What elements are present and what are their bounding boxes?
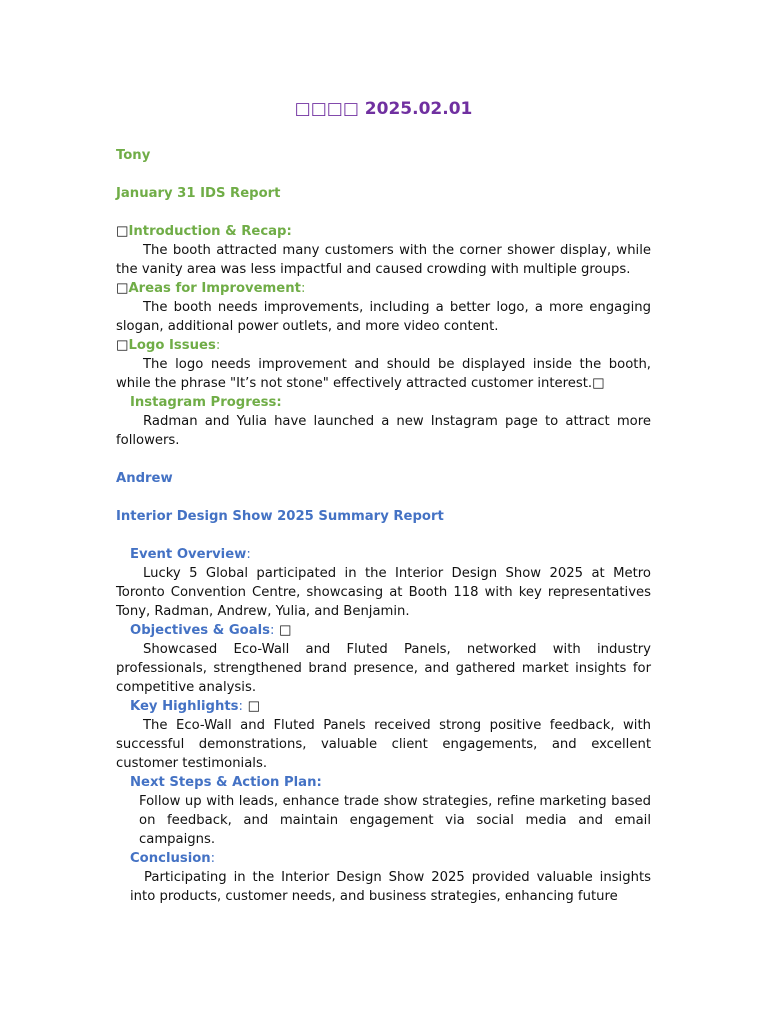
- section-heading: [116, 279, 651, 298]
- section-body: Showcased Eco-Wall and Fluted Panels, networked with industry professionals, strengthened brand presence, and gathered market insights for competitive analysis.: [116, 642, 651, 695]
- author-name-andrew: Andrew: [116, 471, 173, 486]
- section-body: The booth needs improvements, including a better logo, a more engaging slogan, additional power outlets, and more video content.: [116, 300, 651, 334]
- section-body: Lucky 5 Global participated in the Interior Design Show 2025 at Metro Toronto Convention Centre, showcasing at Booth 118 with key representatives Tony, Radman, Andrew, Yulia, and Benjamin.: [116, 566, 651, 619]
- section-heading-colon: :: [238, 699, 243, 714]
- author-name-tony: Tony: [116, 148, 151, 163]
- section-body: The logo needs improvement and should be displayed inside the booth, while the phrase "It’s not stone" effectively attracted customer interest.□: [116, 357, 651, 391]
- section-heading: [116, 393, 651, 412]
- section-heading-label: Logo Issues: [128, 338, 216, 353]
- section-heading: [116, 336, 651, 355]
- section-heading-label: Next Steps & Action Plan:: [130, 775, 322, 790]
- section-body: The booth attracted many customers with the corner shower display, while the vanity area was less impactful and caused crowding with multiple groups.: [116, 243, 651, 277]
- missing-glyph-icon: □: [116, 281, 129, 296]
- section-heading: [116, 621, 651, 640]
- section-heading-label: Introduction & Recap:: [128, 224, 292, 239]
- section-body: Radman and Yulia have launched a new Instagram page to attract more followers.: [116, 414, 651, 448]
- report-title-andrew: Interior Design Show 2025 Summary Report: [116, 509, 444, 524]
- section-heading-label: Instagram Progress:: [130, 395, 282, 410]
- section-heading-colon: :: [246, 547, 251, 562]
- section-body: The Eco-Wall and Fluted Panels received strong positive feedback, with successful demonstrations, valuable client engagements, and excellent customer testimonials.: [116, 718, 651, 771]
- section-body: Participating in the Interior Design Show 2025 provided valuable insights into products, customer needs, and business strategies, enhancing future: [130, 870, 651, 904]
- section-heading-colon: :: [300, 281, 306, 296]
- section-heading-label: Objectives & Goals: [130, 623, 270, 638]
- section-heading: [116, 222, 651, 241]
- section-heading-colon: :: [210, 851, 216, 866]
- section-heading-label: Areas for Improvement: [128, 281, 301, 296]
- section-heading: [116, 773, 651, 792]
- missing-glyph-icon: □: [279, 623, 292, 638]
- section-heading-label: Conclusion: [130, 851, 211, 866]
- section-heading: [116, 545, 651, 564]
- report-title-tony: January 31 IDS Report: [116, 186, 281, 201]
- section-heading: [116, 849, 651, 868]
- section-heading: [116, 697, 651, 716]
- section-heading-label: Key Highlights: [130, 699, 239, 714]
- section-body: Follow up with leads, enhance trade show strategies, refine marketing based on feedback, and maintain engagement via social media and email campaigns.: [139, 794, 651, 847]
- missing-glyph-icon: □: [247, 699, 261, 714]
- missing-glyph-icon: □: [116, 224, 129, 239]
- section-heading-label: Event Overview: [130, 547, 247, 562]
- section-heading-colon: :: [215, 338, 221, 353]
- section-heading-colon: :: [269, 623, 275, 638]
- missing-glyph-icon: □: [116, 338, 129, 353]
- document-page: [116, 100, 651, 906]
- document-title: □□□□ 2025.02.01: [294, 99, 473, 119]
